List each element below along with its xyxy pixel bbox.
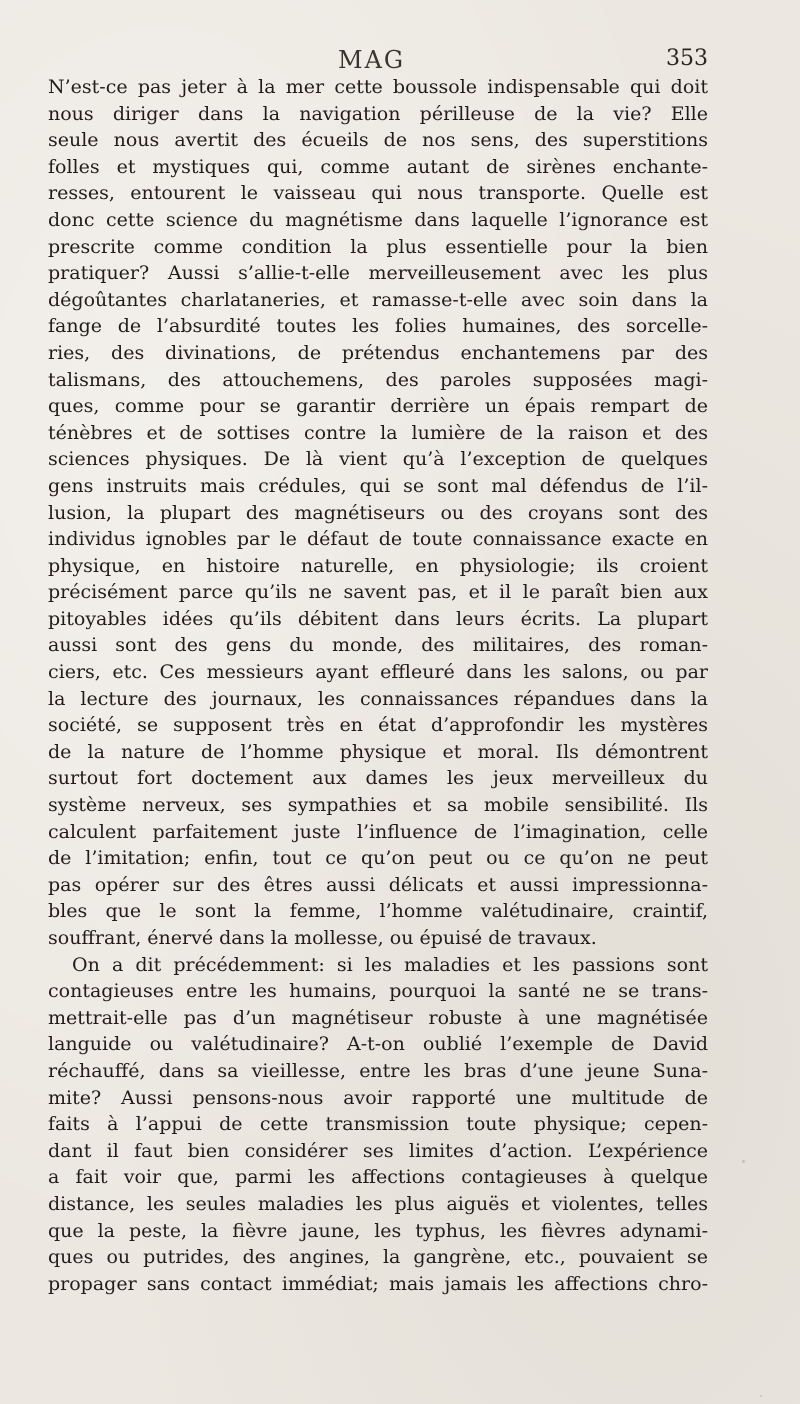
text-line: ténèbres et de sottises contre la lumière de la raison et des <box>48 421 708 444</box>
text-line: de l’imitation; enfin, tout ce qu’on peut ou ce qu’on ne peut <box>48 847 708 870</box>
text-line: que la peste, la fièvre jaune, les typhus, les fièvres adynami- <box>48 1219 708 1242</box>
paragraph-start-line: On a dit précédemment: si les maladies et les passions sont <box>72 953 708 976</box>
text-line: faits à l’appui de cette transmission toute physique; cepen- <box>48 1113 708 1136</box>
text-line: distance, les seules maladies les plus aiguës et violentes, telles <box>48 1192 708 1215</box>
text-line: sciences physiques. De là vient qu’à l’exception de quelques <box>48 448 708 471</box>
text-line: surtout fort doctement aux dames les jeux merveilleux du <box>48 767 708 790</box>
text-line: pas opérer sur des êtres aussi délicats et aussi impressionna- <box>48 873 708 896</box>
text-line: nous diriger dans la navigation périlleuse de la vie? Elle <box>48 102 708 125</box>
text-line: fange de l’absurdité toutes les folies humaines, des sorcelle- <box>48 315 708 338</box>
text-line: resses, entourent le vaisseau qui nous transporte. Quelle est <box>48 182 708 205</box>
text-line: société, se supposent très en état d’approfondir les mystères <box>48 714 708 737</box>
text-line: dégoûtantes charlataneries, et ramasse-t-elle avec soin dans la <box>48 288 708 311</box>
text-line: propager sans contact immédiat; mais jamais les affections chro- <box>48 1272 708 1295</box>
text-line: mettrait-elle pas d’un magnétiseur robuste à une magnétisée <box>48 1006 708 1029</box>
text-line: talismans, des attouchemens, des paroles supposées magi- <box>48 368 708 391</box>
paper-speck <box>760 1395 762 1397</box>
text-line: ques, comme pour se garantir derrière un épais rempart de <box>48 395 708 418</box>
text-line: la lecture des journaux, les connaissances répandues dans la <box>48 687 708 710</box>
body-text <box>48 74 708 1297</box>
text-line: physique, en histoire naturelle, en physiologie; ils croient <box>48 554 708 577</box>
text-line: donc cette science du magnétisme dans laquelle l’ignorance est <box>48 208 708 231</box>
page-number: 353 <box>666 46 708 71</box>
text-line: de la nature de l’homme physique et moral. Ils démontrent <box>48 740 708 763</box>
paper-speck <box>365 1268 367 1270</box>
text-line: folles et mystiques qui, comme autant de sirènes enchante- <box>48 155 708 178</box>
text-line: ciers, etc. Ces messieurs ayant effleuré dans les salons, ou par <box>48 661 708 684</box>
text-line: languide ou valétudinaire? A-t-on oublié l’exemple de David <box>48 1033 708 1056</box>
text-line: seule nous avertit des écueils de nos sens, des superstitions <box>48 129 708 152</box>
page-header <box>48 46 708 76</box>
text-line: ries, des divinations, de prétendus enchantemens par des <box>48 341 708 364</box>
text-line: a fait voir que, parmi les affections contagieuses à quelque <box>48 1166 708 1189</box>
text-line: précisément parce qu’ils ne savent pas, et il le paraît bien aux <box>48 581 708 604</box>
text-line: lusion, la plupart des magnétiseurs ou des croyans sont des <box>48 501 708 524</box>
paper-speck <box>742 1160 745 1163</box>
text-line: aussi sont des gens du monde, des militaires, des roman- <box>48 634 708 657</box>
paragraph-end-line: souffrant, énervé dans la mollesse, ou épuisé de travaux. <box>48 927 597 949</box>
text-line: dant il faut bien considérer ses limites d’action. L’expérience <box>48 1139 708 1162</box>
running-title: MAG <box>338 46 406 74</box>
text-line: individus ignobles par le défaut de toute connaissance exacte en <box>48 528 708 551</box>
text-line: réchauffé, dans sa vieillesse, entre les bras d’une jeune Suna- <box>48 1059 708 1082</box>
text-line: ques ou putrides, des angines, la gangrène, etc., pouvaient se <box>48 1246 708 1269</box>
text-line: prescrite comme condition la plus essentielle pour la bien <box>48 235 708 258</box>
text-line: contagieuses entre les humains, pourquoi la santé ne se trans- <box>48 980 708 1003</box>
text-line: N’est-ce pas jeter à la mer cette boussole indispensable qui doit <box>48 76 708 98</box>
text-line: gens instruits mais crédules, qui se sont mal défendus de l’il- <box>48 474 708 497</box>
text-line: bles que le sont la femme, l’homme valétudinaire, craintif, <box>48 900 708 923</box>
text-line: calculent parfaitement juste l’influence de l’imagination, celle <box>48 820 708 843</box>
text-line: mite? Aussi pensons-nous avoir rapporté une multitude de <box>48 1086 708 1109</box>
text-line: pratiquer? Aussi s’allie-t-elle merveilleusement avec les plus <box>48 262 708 285</box>
text-line: système nerveux, ses sympathies et sa mobile sensibilité. Ils <box>48 794 708 817</box>
text-line: pitoyables idées qu’ils débitent dans leurs écrits. La plupart <box>48 607 708 630</box>
